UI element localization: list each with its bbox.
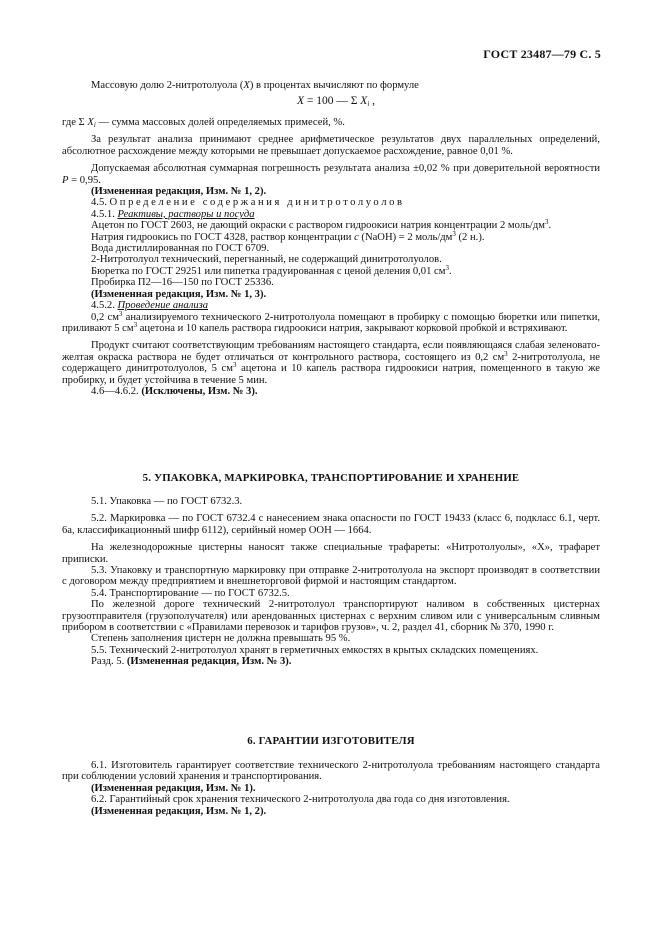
section-5-title: 5. УПАКОВКА, МАРКИРОВКА, ТРАНСПОРТИРОВАНИЕ И ХРАНЕНИЕ [142,472,520,484]
paragraph-6-1: 6.1. Изготовитель гарантирует соответствие технического 2-нитротолуола требованиям настоящего стандарта при соблюдении условий хранения и транспортирования. [62,760,600,783]
paragraph-5-5: 5.5. Технический 2-нитротолуол хранят в герметичных емкостях в крытых складских помещениях. [91,644,539,656]
formula: X = 100 — Σ $X_i$ , [296,95,376,109]
paragraph-6-2: 6.2. Гарантийный срок хранения технического 2-нитротолуола два года со дня изготовления. [91,794,510,806]
reagent-naoh: Натрия гидроокись по ГОСТ 4328, раствор концентрации c (NaOH) = 2 моль/$дм^3$ (2 н.). [91,229,485,243]
paragraph-5-4-rail: По железной дороге технический 2-нитротолуол транспортируют наливом в собственных цистернах грузоотправителя (грузополучателя) или арендованных цистернах с верхним сливом или с универсальным сливным прибором в соответствии с «Правилами перевозок и тарифов грузов», ч. 2, раздел 41, сборник № 370, 1990 г. [62,599,600,634]
subsection-4-5-1: 4.5.1. Реактивы, растворы и посуда [91,208,255,220]
paragraph-5-1: 5.1. Упаковка — по ГОСТ 6732.3. [91,496,243,507]
reagent-nitrotoluene: 2-Нитротолуол технический, перегнанный, не содержащий динитротолуолов. [91,254,442,266]
section-4-body [62,117,600,397]
section-6-title: 6. ГАРАНТИИ ИЗГОТОВИТЕЛЯ [247,735,415,747]
paragraph-error: Допускаемая абсолютная суммарная погрешность результата анализа ±0,02 % при доверительной вероятности P = 0,95. [62,163,600,186]
reagent-burette: Бюретка по ГОСТ 29251 или пипетка градуированная с ценой деления 0,01 $см^3$. [91,263,452,277]
section-5-edition: Разд. 5. (Измененная редакция, Изм. № 3). [91,656,292,668]
paragraph-5-2-stencils: На железнодорожные цистерны наносят также специальные трафареты: «Нитротолуолы», «Х», трафарет приписки. [62,542,600,565]
section-6 [62,736,600,747]
subsection-4-5-2: 4.5.2. Проведение анализа [91,300,209,312]
reagent-tube: Пробирка П2—16—150 по ГОСТ 25336. [91,277,274,289]
paragraph-acceptance: Продукт считают соответствующим требованиям настоящего стандарта, если появляющаяся слабая зеленовато-желтая окраска раствора не будет отличаться от контрольного раствора, состоящего из 0,2 $см^3$ 2-нитротолуола, не содержащего динитротолуолов, 5 $см^3$ ацетона и 10 капель раствора гидроокиси натрия, помещенного в такую же пробирку, и будет устойчива в течение 5 мин. [62,340,600,386]
reagent-water: Вода дистиллированная по ГОСТ 6709. [91,243,270,255]
excluded-note: 4.6—4.6.2. (Исключены, Изм. № 3). [91,385,258,397]
paragraph-5-4: 5.4. Транспортирование — по ГОСТ 6732.5. [91,587,290,599]
paragraph-analysis: 0,2 $см^3$ анализируемого технического 2-нитротолуола помещают в пробирку с помощью бюретки или пипетки, приливают 5 $см^3$ ацетона и 10 капель раствора гидроокиси натрия, закрывают корковой пробкой и встряхивают. [62,309,601,334]
edition-note: (Измененная редакция, Изм. № 1, 3). [91,288,267,300]
paragraph-result: За результат анализа принимают среднее арифметическое результатов двух параллельных определений, абсолютное расхождение между которыми не превышает допускаемое расхождение, равное 0,01 %. [62,134,600,157]
formula-legend: где Σ $X_i$ — сумма массовых долей определяемых примесей, %. [62,117,345,129]
section-4-continuation [62,80,600,113]
paragraph-5-3: 5.3. Упаковку и транспортную маркировку при отправке 2-нитротолуола на экспорт производят в соответствии с договором между предприятием и внешнеторговой фирмой и настоящим стандартом. [62,565,600,588]
edition-note: (Измененная редакция, Изм. № 1). [91,782,256,794]
subsection-4-5: 4.5. Определение содержания динитротолуолов [91,197,405,209]
section-6-body [62,760,600,817]
section-5 [62,473,600,484]
reagent-acetone: Ацетон по ГОСТ 2603, не дающий окраски с раствором гидроокиси натрия концентрации 2 моль/$дм^3$. [91,218,552,232]
paragraph-5-2: 5.2. Маркировка — по ГОСТ 6732.4 с нанесением знака опасности по ГОСТ 19433 (класс 6, подкласс 6.1, черт. 6а, классификационный шифр 6112), серийный номер ООН — 1664. [62,513,600,536]
edition-note: (Измененная редакция, Изм. № 1, 2). [91,805,267,817]
running-header: ГОСТ 23487—79 С. 5 [483,47,601,61]
paragraph-5-4-fill: Степень заполнения цистерн не должна превышать 95 %. [91,633,351,645]
edition-note: (Измененная редакция, Изм. № 1, 2). [91,186,267,198]
section-5-body [62,496,600,668]
paragraph-mass-fraction: Массовую долю 2-нитротолуола (X) в процентах вычисляют по формуле [91,80,419,91]
